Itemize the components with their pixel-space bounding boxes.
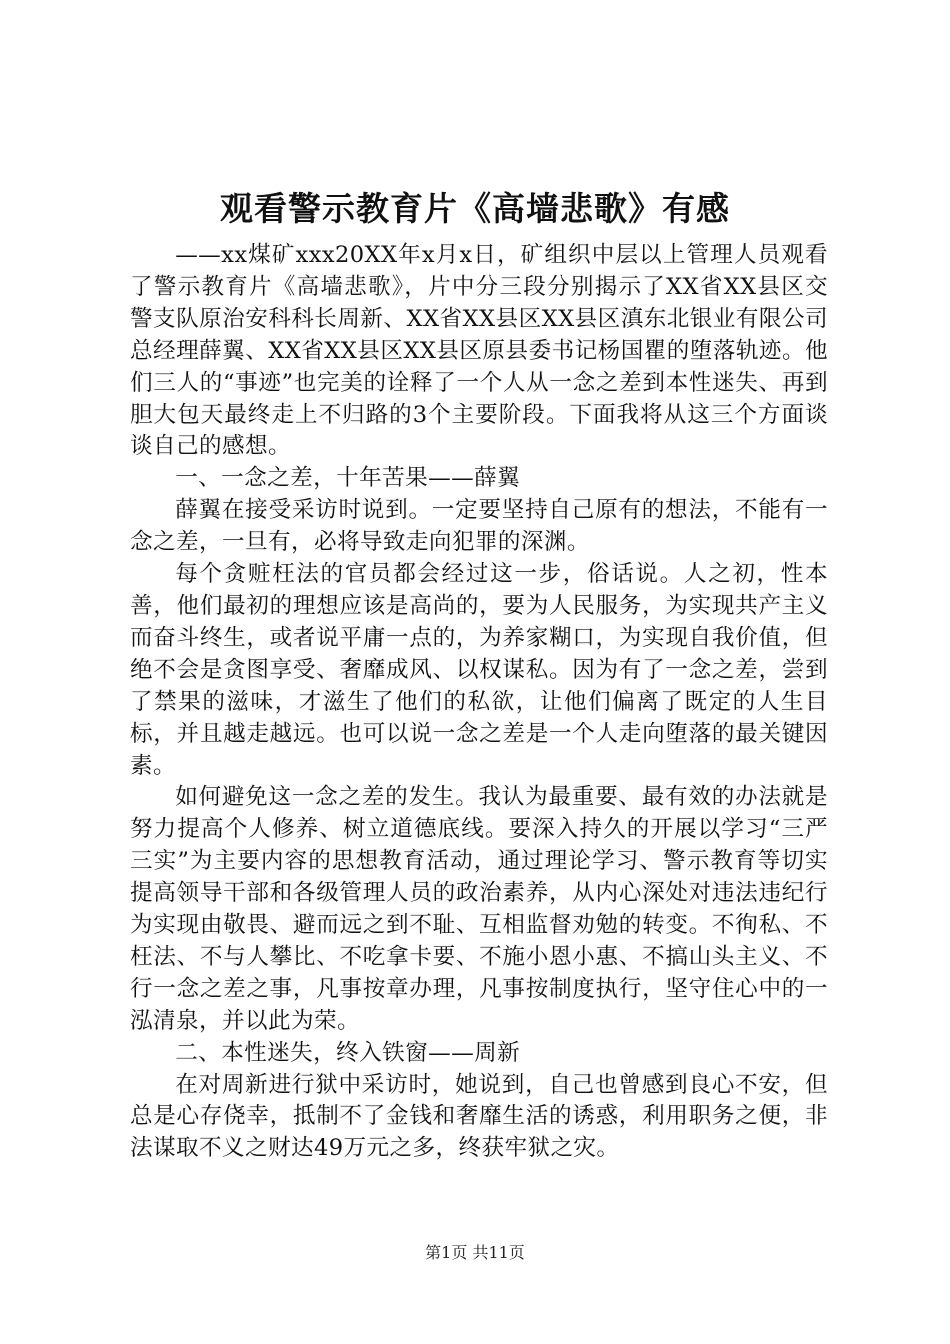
paragraph: 薛翼在接受采访时说到。一定要坚持自己原有的想法，不能有一念之差，一旦有，必将导致走向犯罪的深渊。 [130, 497, 828, 556]
paragraph: 每个贪赃枉法的官员都会经过这一步，俗话说。人之初，性本善，他们最初的理想应该是高尚的，要为人民服务，为实现共产主义而奋斗终生，或者说平庸一点的，为养家糊口，为实现自我价值，但绝不会是贪图享受、奢靡成风、以权谋私。因为有了一念之差，尝到了禁果的滋味，才滋生了他们的私欲，让他们偏离了既定的人生目标，并且越走越远。也可以说一念之差是一个人走向堕落的最关键因素。 [130, 561, 828, 779]
document-title: 观看警示教育片《高墙悲歌》有感 [220, 189, 730, 228]
paragraph: 如何避免这一念之差的发生。我认为最重要、最有效的办法就是努力提高个人修养、树立道德底线。要深入持久的开展以学习“三严三实”为主要内容的思想教育活动，通过理论学习、警示教育等切实提高领导干部和各级管理人员的政治素养，从内心深处对违法违纪行为实现由敬畏、避而远之到不耻、互相监督劝勉的转变。不徇私、不枉法、不与人攀比、不吃拿卡要、不施小恩小惠、不搞山头主义、不行一念之差之事，凡事按章办理，凡事按制度执行，坚守住心中的一泓清泉，并以此为荣。 [130, 784, 828, 1034]
paragraph-intro: ——xx煤矿xxx20XX年x月x日，矿组织中层以上管理人员观看了警示教育片《高墙悲歌》，片中分三段分别揭示了XX省XX县区交警支队原治安科科长周新、XX省XX县区XX县区滇东北银业有限公司总经理薛翼、XX省XX县区XX县区原县委书记杨国瞿的堕落轨迹。他们三人的“事迹”也完美的诠释了一个人从一念之差到本性迷失、再到胆大包天最终走上不归路的3个主要阶段。下面我将从这三个方面谈谈自己的感想。 [130, 242, 828, 460]
page-footer: 第1页 共11页 [425, 1243, 525, 1262]
section-heading-1: 一、一念之差，十年苦果——薛翼 [175, 465, 521, 492]
paragraph: 在对周新进行狱中采访时，她说到，自己也曾感到良心不安，但总是心存侥幸，抵制不了金钱和奢靡生活的诱惑，利用职务之便，非法谋取不义之财达49万元之多，终获牢狱之灾。 [130, 1071, 828, 1162]
document-body [130, 240, 828, 1165]
section-heading-2: 二、本性迷失，终入铁窗——周新 [175, 1039, 521, 1066]
